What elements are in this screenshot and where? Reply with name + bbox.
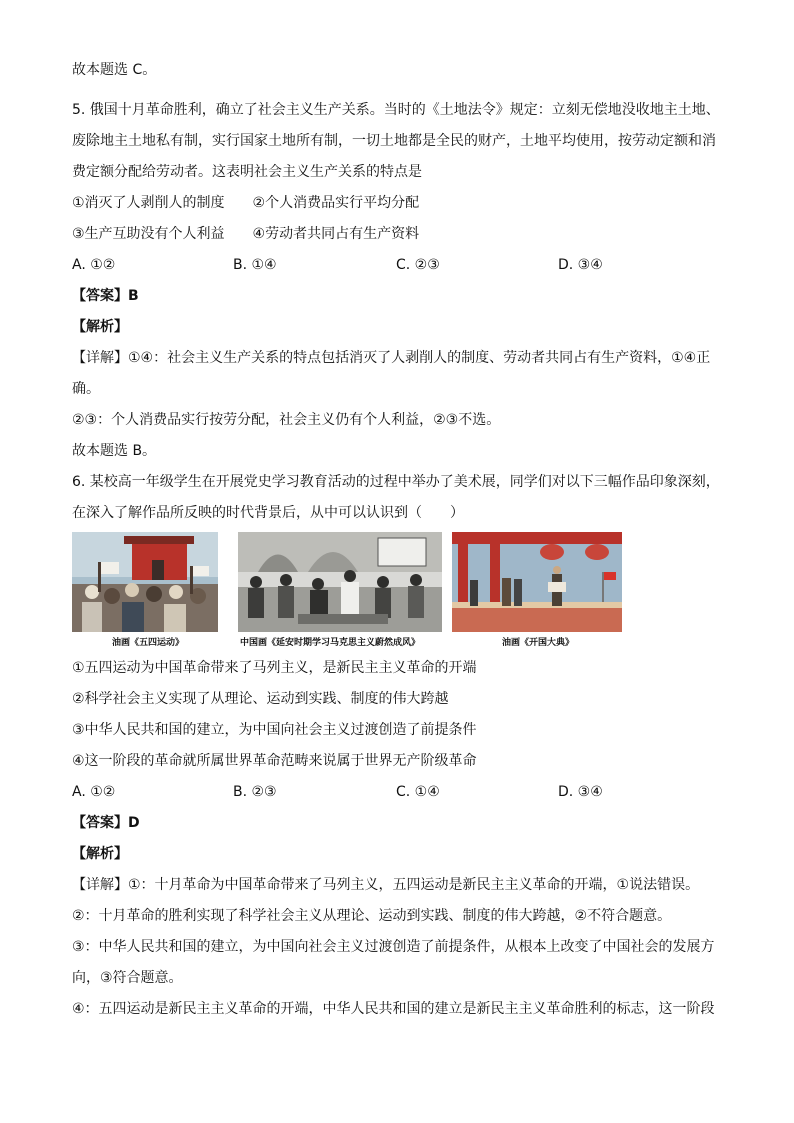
artwork-row: [72, 532, 632, 652]
caption-yanan-study: 中国画《延安时期学习马克思主义蔚然成风》: [240, 638, 421, 648]
text-line: 故本题选 B。: [72, 443, 157, 459]
option-a: A. ①②: [72, 784, 116, 800]
text-line: 故本题选 C。: [72, 62, 157, 78]
explanation-line: ③：中华人民共和国的建立，为中国向社会主义过渡创造了前提条件，从根本上改变了中国社会的发展方: [72, 939, 715, 955]
explanation-line: 【详解】①④：社会主义生产关系的特点包括消灭了人剥削人的制度、劳动者共同占有生产资料，①④正: [72, 350, 711, 366]
statement: ④这一阶段的革命就所属世界革命范畴来说属于世界无产阶级革命: [72, 753, 477, 769]
explanation-line: ④：五四运动是新民主主义革命的开端，中华人民共和国的建立是新民主主义革命胜利的标志，这一阶段: [72, 1001, 715, 1017]
statement: ①五四运动为中国革命带来了马列主义，是新民主主义革命的开端: [72, 660, 477, 676]
option-c: C. ①④: [396, 784, 440, 800]
statement: ③生产互助没有个人利益 ④劳动者共同占有生产资料: [72, 226, 420, 242]
option-c: C. ②③: [396, 257, 440, 273]
option-b: B. ①④: [233, 257, 277, 273]
caption-founding-ceremony: 油画《开国大典》: [502, 638, 575, 648]
question-6-stem: 6. 某校高一年级学生在开展党史学习教育活动的过程中举办了美术展，同学们对以下三幅作品印象深刻，: [72, 474, 720, 490]
analysis-label: 【解析】: [72, 846, 128, 862]
statement: ②科学社会主义实现了从理论、运动到实践、制度的伟大跨越: [72, 691, 449, 707]
caption-may-fourth: 油画《五四运动》: [112, 638, 185, 648]
option-d: D. ③④: [558, 784, 603, 800]
explanation-line: 【详解】①：十月革命为中国革命带来了马列主义，五四运动是新民主主义革命的开端，①说法错误。: [72, 877, 700, 893]
answer-label: 【答案】D: [72, 815, 140, 831]
explanation-line: 确。: [72, 381, 100, 397]
question-5-stem: 5. 俄国十月革命胜利，确立了社会主义生产关系。当时的《土地法令》规定：立刻无偿地没收地主土地、: [72, 102, 720, 118]
painting-may-fourth-image: [72, 532, 218, 632]
statement: ③中华人民共和国的建立，为中国向社会主义过渡创造了前提条件: [72, 722, 477, 738]
question-5-stem: 废除地主土地私有制，实行国家土地所有制，一切土地都是全民的财产，土地平均使用，按劳动定额和消: [72, 133, 716, 149]
explanation-line: ②③：个人消费品实行按劳分配，社会主义仍有个人利益，②③不选。: [72, 412, 501, 428]
question-5-stem: 费定额分配给劳动者。这表明社会主义生产关系的特点是: [72, 164, 422, 180]
question-6-stem: 在深入了解作品所反映的时代背景后，从中可以认识到（ ）: [72, 505, 464, 521]
explanation-line: ②：十月革命的胜利实现了科学社会主义从理论、运动到实践、制度的伟大跨越，②不符合题意。: [72, 908, 672, 924]
option-d: D. ③④: [558, 257, 603, 273]
painting-founding-ceremony-image: [452, 532, 622, 632]
painting-yanan-study-image: [238, 532, 442, 632]
explanation-line: 向，③符合题意。: [72, 970, 183, 986]
statement: ①消灭了人剥削人的制度 ②个人消费品实行平均分配: [72, 195, 420, 211]
answer-label: 【答案】B: [72, 288, 139, 304]
option-a: A. ①②: [72, 257, 116, 273]
option-b: B. ②③: [233, 784, 277, 800]
analysis-label: 【解析】: [72, 319, 128, 335]
